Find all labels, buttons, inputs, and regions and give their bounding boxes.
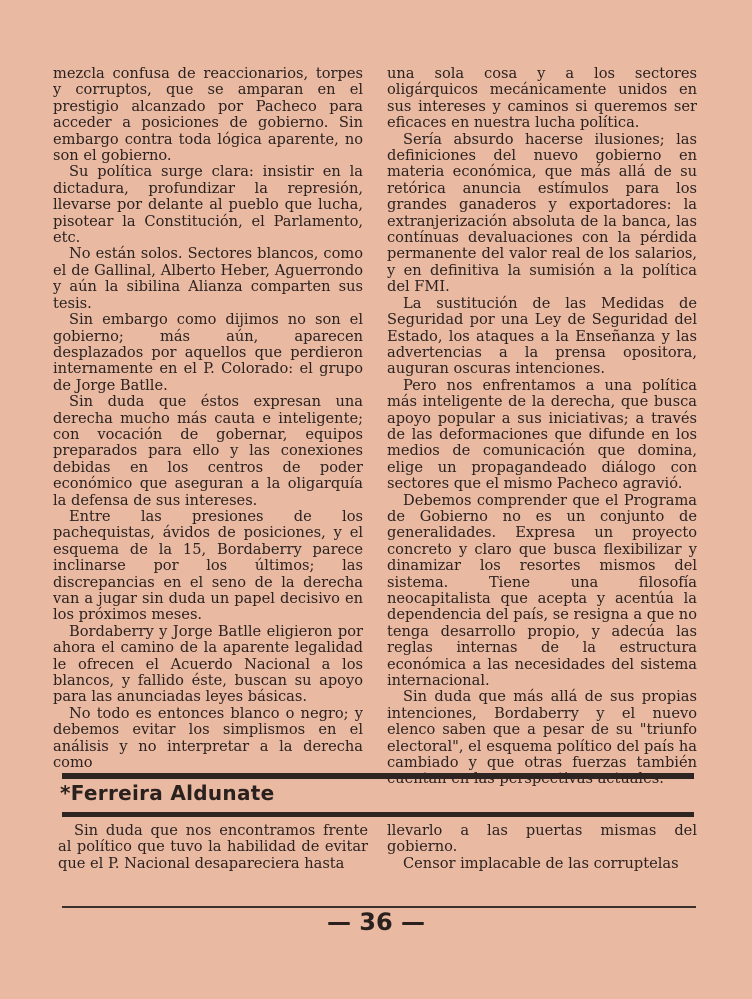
paragraph: Sin duda que éstos expresan una derecha mucho más cauta e inteligente; con vocación de gobernar, equipos preparados para ello y las conexiones debidas en los centros de poder económico que aseguran a la oligarquía la defensa de sus intereses. [53,393,363,509]
section-left-column [58,823,368,872]
paragraph: Sin embargo como dijimos no son el gobierno; más aún, aparecen desplazados por aquellos que perdieron internamente en el P. Colorado: el grupo de Jorge Batlle. [53,311,363,394]
paragraph: Su política surge clara: insistir en la dictadura, profundizar la represión, llevarse por delante al pueblo que lucha, pisotear la Constitución, el Parlamento, etc. [53,163,363,247]
paragraph: No están solos. Sectores blancos, como el de Gallinal, Alberto Heber, Aguerrondo y aún la sibilina Alianza comparten sus tesis. [53,245,363,312]
paragraph: Sin duda que más allá de sus propias intenciones, Bordaberry y el nuevo elenco saben que a pesar de su "triunfo electoral", el esquema político del país ha cambiado y que otras fuerzas también [387,688,697,772]
paragraph: Entre las presiones de los pachequistas, ávidos de posiciones, y el esquema de la 15, Bordaberry parece inclinarse por los últimos; las discrepancias en el seno de la derecha van a jugar sin duda un papel decisivo en los próximos meses. [53,507,363,624]
paragraph: La sustitución de las Medidas de Seguridad por una Ley de Seguridad del Estado, los ataques a la Enseñanza y las advertencias a la prensa opositora, auguran oscuras intenciones. [387,294,697,378]
right-column [387,66,697,788]
paragraph: No todo es entonces blanco o negro; y debemos evitar los simplismos en el análisis y no interpretar a la derecha como [53,704,363,772]
paragraph: Bordaberry y Jorge Batlle eligieron por ahora el camino de la aparente legalidad le ofrecen el Acuerdo Nacional a los blancos, y fallido éste, buscan su apoyo para las anunciadas leyes básicas. [53,622,363,706]
paragraph: Censor implacable de las corruptelas [403,854,679,872]
section-divider-top [62,773,694,779]
paragraph: mezcla confusa de reaccionarios, torpes y corruptos, que se amparan en el prestigio alcanzado por Pacheco para acceder a posiciones de gobierno. Sin embargo contra toda lógica aparente, no son el gobierno. [53,65,363,165]
paragraph: llevarlo a las puertas mismas del gobierno. [387,822,697,856]
paragraph: Sin duda que nos encontramos frente al político que tuvo la habilidad de evitar que el P. Nacional desapareciera hasta [58,822,368,872]
left-column [53,66,363,771]
section-heading: *Ferreira Aldunate [60,781,275,805]
paragraph: una sola cosa y a los sectores oligárquicos mecánicamente unidos en sus intereses y caminos si queremos ser eficaces en nuestra lucha política. [387,65,697,132]
section-divider-bottom [62,812,694,817]
paragraph: Pero nos enfrentamos a una política más inteligente de la derecha, que busca apoyo popular a sus iniciativas; a través de las deformaciones que difunde en los medios de comunicación que domina, elige un propagandeado diálogo con sectores que el mismo Pacheco agravió. [387,376,697,493]
paragraph: Sería absurdo hacerse ilusiones; las definiciones del nuevo gobierno en materia económica, que más allá de su retórica anuncia estímulos para los grandes ganaderos y exportadores: la extranjerización absoluta de la banca, las contínuas devaluaciones con la pérdida permanente del valor real de los salarios, y en definitiva la sumisión a la política del FMI. [387,130,697,296]
page-number: — 36 — [326,908,426,936]
paragraph: Debemos comprender que el Programa de Gobierno no es un conjunto de generalidades. Expresa un proyecto concreto y claro que busca flexibilizar y dinamizar los resortes mismos del sistema. Tiene una filosofía neocapitalista que acepta y acentúa la dependencia del país, se resigna a que no tenga desarrollo propio, y adecúa las reglas internas de la estructura económica a las necesidades del sistema internacional. [387,491,697,690]
section-right-column [387,823,697,872]
